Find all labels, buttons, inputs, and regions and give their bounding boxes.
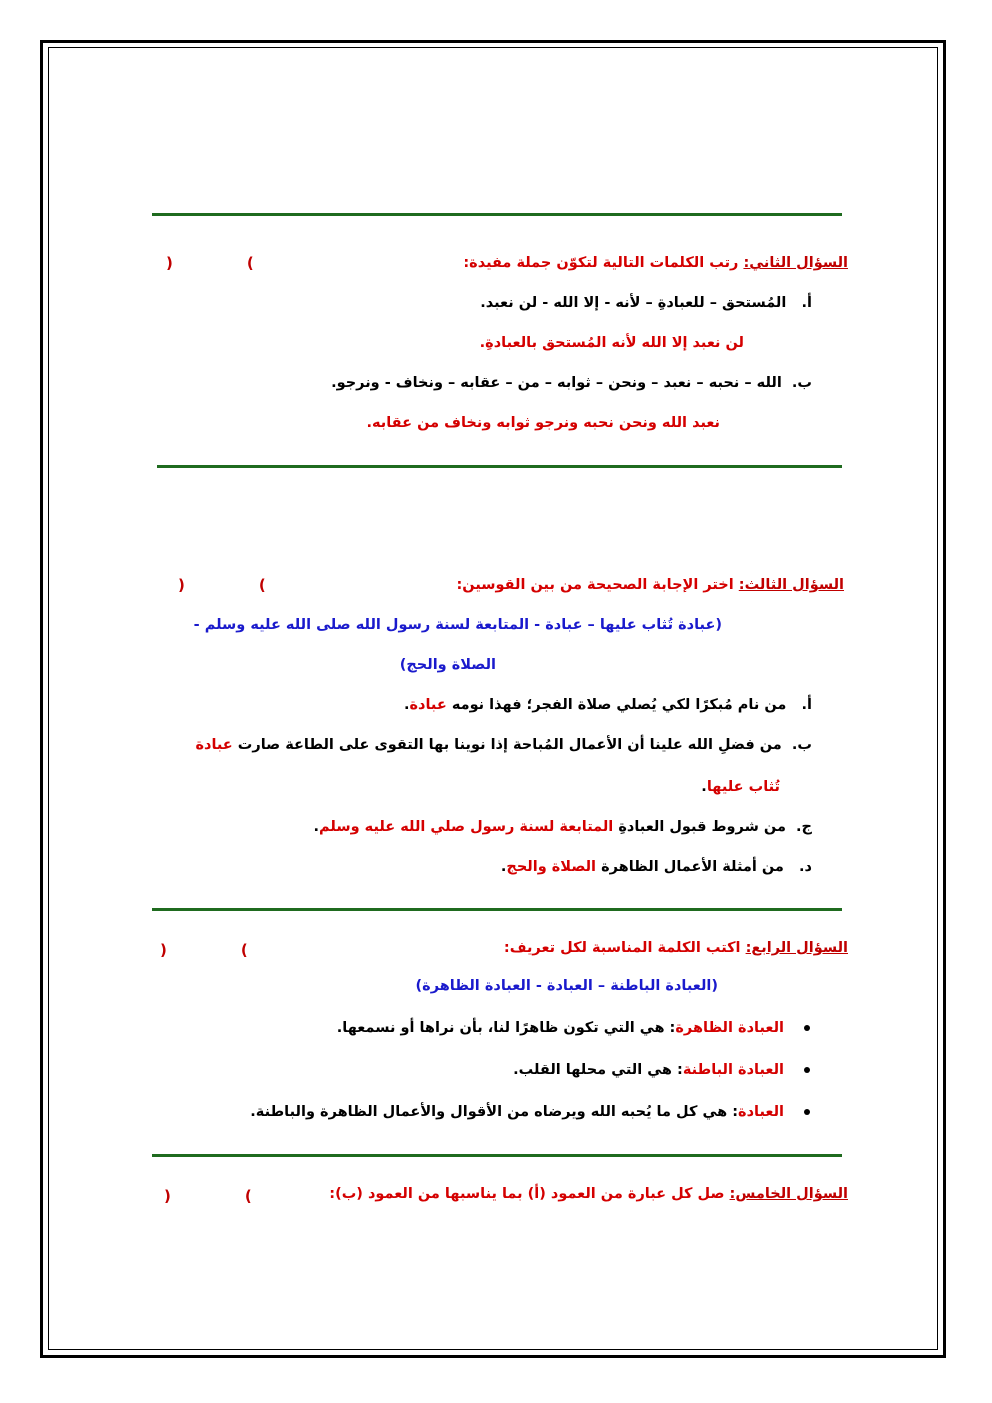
q5-paren-close: ) (164, 1187, 171, 1205)
bullet-icon (804, 1067, 810, 1073)
section-divider (152, 1154, 842, 1157)
q3-a-text: من نام مُبكرًا لكي يُصلي صلاة الفجر؛ فهذا نومه (451, 697, 787, 713)
q2-b-answer: نعبد الله ونحن نحبه ونرجو ثوابه ونخاف من عقابه. (366, 415, 720, 431)
q4-heading (504, 938, 848, 958)
q3-c-text: من شروط قبول العبادةِ (618, 819, 786, 835)
q3-paren-close: ) (178, 576, 185, 594)
q5-paren-open: ( (244, 1187, 252, 1205)
q3-b-answer2: تُثاب عليها (706, 779, 780, 795)
q3-item-b (195, 735, 812, 755)
q3-b-answer1: عبادة (195, 737, 233, 753)
q4-item-1 (337, 1018, 784, 1038)
q2-title: السؤال الثاني: (743, 255, 848, 271)
q3-a-answer: عبادة (409, 697, 447, 713)
q2-a-answer: لن نعبد إلا الله لأنه المُستحق بالعبادةِ. (479, 335, 744, 351)
q4-score-paren (160, 940, 248, 960)
q5-score-paren (164, 1186, 252, 1206)
q4-item-2-def: : هي التي محلها القلب. (513, 1062, 683, 1078)
q4-item-2 (513, 1060, 784, 1080)
q2-paren-open: ( (246, 254, 254, 272)
bullet-icon (804, 1109, 810, 1115)
section-divider (152, 213, 842, 216)
q2-heading (463, 253, 848, 273)
section-divider (152, 908, 842, 911)
q3-item-b-cont (701, 777, 780, 797)
q3-d-marker: د. (799, 859, 812, 875)
q3-c-answer: المتابعة لسنة رسول صلي الله عليه وسلم (319, 819, 614, 835)
q3-paren-open: ( (258, 576, 266, 594)
q3-choices-line2: الصلاة والحج) (399, 657, 496, 673)
q3-d-answer: الصلاة والحج (506, 859, 597, 875)
q3-title: السؤال الثالث: (738, 577, 844, 593)
q5-title: السؤال الخامس: (729, 1186, 848, 1202)
q2-paren-close: ) (166, 254, 173, 272)
q4-item-1-def: : هي التي تكون ظاهرًا لنا، بأن نراها أو نسمعها. (336, 1020, 676, 1036)
q3-instruction: اختر الإجابة الصحيحة من بين القوسين: (456, 577, 739, 593)
q4-paren-close: ) (160, 941, 167, 959)
q3-a-end: . (403, 697, 410, 713)
q2-instruction: رتب الكلمات التالية لتكوّن جملة مفيدة: (463, 255, 744, 271)
q4-title: السؤال الرابع: (745, 940, 848, 956)
q2-item-a (480, 293, 812, 313)
q4-item-3-def: : هي كل ما يُحبه الله ويرضاه من الأقوال والأعمال الظاهرة والباطنة. (250, 1104, 739, 1120)
q3-choices-line1: (عبادة تُثاب عليها – عبادة - المتابعة لسنة رسول الله صلى الله عليه وسلم - (193, 617, 722, 633)
q3-a-marker: أ. (801, 697, 812, 713)
q3-item-d (501, 857, 812, 877)
q2-item-b (331, 373, 812, 393)
q2-b-words: الله – نحبه – نعبد – ونحن – ثوابه – من – عقابه – ونخاف - ونرجو. (331, 375, 782, 391)
q3-c-end: . (313, 819, 320, 835)
q4-item-3-term: العبادة (738, 1104, 784, 1120)
q2-b-marker: ب. (791, 375, 812, 391)
q5-heading (329, 1184, 848, 1204)
q4-instruction: اكتب الكلمة المناسبة لكل تعريف: (503, 940, 746, 956)
q4-item-1-term: العبادة الظاهرة (675, 1020, 784, 1036)
q2-score-paren (166, 253, 254, 273)
q3-d-end: . (500, 859, 507, 875)
q4-item-2-term: العبادة الباطنة (682, 1062, 784, 1078)
q3-item-c (314, 817, 812, 837)
q4-item-3 (250, 1102, 784, 1122)
section-divider (157, 465, 842, 468)
q3-heading (456, 575, 844, 595)
q3-b-marker: ب. (791, 737, 812, 753)
q5-instruction: صل كل عبارة من العمود (أ) بما يناسبها من العمود (ب): (329, 1186, 730, 1202)
q3-b-text: من فضلِ الله علينا أن الأعمال المُباحة إذا نوينا بها التقوى على الطاعة صارت (237, 737, 782, 753)
q2-a-marker: أ. (801, 295, 812, 311)
q3-score-paren (178, 575, 266, 595)
q4-choices: (العبادة الباطنة – العبادة - العبادة الظاهرة) (415, 978, 718, 994)
bullet-icon (804, 1025, 810, 1031)
q3-b-end: . (701, 779, 707, 795)
q2-a-words: المُستحق – للعبادةِ – لأنه - إلا الله - لن نعبد. (480, 295, 787, 311)
q4-paren-open: ( (240, 941, 248, 959)
q3-item-a (404, 695, 812, 715)
q3-d-text: من أمثلة الأعمال الظاهرة (601, 859, 784, 875)
q3-c-marker: ج. (796, 819, 812, 835)
